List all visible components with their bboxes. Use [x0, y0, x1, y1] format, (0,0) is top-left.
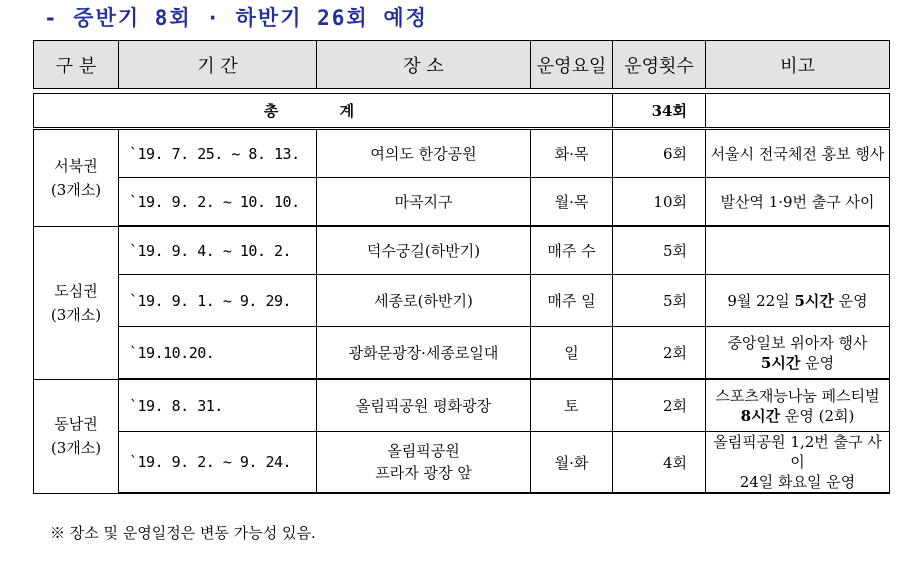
place-cell — [317, 129, 531, 178]
note-cell — [706, 432, 890, 494]
place-line: 덕수궁길(하반기) — [366, 241, 481, 260]
count-cell: 4회 — [613, 432, 706, 494]
note-text: 운영 (2회) — [780, 406, 855, 425]
region-name: 서북권 — [54, 156, 98, 175]
header-category: 구 분 — [34, 41, 119, 89]
place-cell — [317, 379, 531, 432]
table-row — [34, 226, 890, 275]
table-row — [34, 327, 890, 380]
table-row — [34, 275, 890, 327]
note-text: 스포츠재능나눔 페스티벌 — [715, 386, 880, 405]
table-row — [34, 178, 890, 227]
note-text: 24일 화요일 운영 — [739, 473, 856, 491]
place-cell — [317, 432, 531, 494]
period-cell: `19. 8. 31. — [119, 379, 317, 432]
place-cell — [317, 226, 531, 275]
count-cell: 6회 — [613, 129, 706, 178]
region-cell — [34, 379, 119, 493]
period-cell: `19. 9. 4. ~ 10. 2. — [119, 226, 317, 275]
place-line: 올림픽공원 평화광장 — [355, 396, 492, 415]
total-row — [34, 94, 890, 129]
count-cell: 2회 — [613, 327, 706, 380]
table-row — [34, 129, 890, 178]
period-cell: `19. 9. 2. ~ 10. 10. — [119, 178, 317, 227]
note-text: 올림픽공원 1,2번 출구 사이 — [713, 433, 882, 471]
place-line: 여의도 한강공원 — [370, 144, 477, 163]
region-count: (3개소) — [50, 439, 102, 457]
footnote: ※ 장소 및 운영일정은 변동 가능성 있음. — [50, 524, 316, 542]
count-cell: 5회 — [613, 275, 706, 327]
header-note: 비고 — [706, 41, 890, 89]
region-count: (3개소) — [50, 180, 102, 199]
count-cell: 2회 — [613, 379, 706, 432]
period-cell: `19. 9. 1. ~ 9. 29. — [119, 275, 317, 327]
note-text: 운영 — [833, 291, 868, 310]
day-cell: 일 — [531, 327, 613, 380]
place-cell — [317, 327, 531, 380]
note-emphasis: 8시간 — [740, 406, 781, 425]
note-cell — [706, 226, 890, 275]
header-day: 운영요일 — [531, 41, 613, 89]
place-line: 마곡지구 — [394, 192, 453, 211]
period-cell: `19.10.20. — [119, 327, 317, 380]
place-cell — [317, 178, 531, 227]
region-cell — [34, 226, 119, 379]
section-title: - 중반기 8회 · 하반기 26회 예정 — [44, 6, 428, 30]
note-text: 중앙일보 위아자 행사 — [727, 333, 868, 352]
day-cell: 매주 수 — [531, 226, 613, 275]
day-cell: 매주 일 — [531, 275, 613, 327]
note-cell — [706, 327, 890, 380]
day-cell: 월·화 — [531, 432, 613, 494]
day-cell: 화·목 — [531, 129, 613, 178]
day-cell: 월·목 — [531, 178, 613, 227]
total-label: 총 계 — [34, 94, 613, 129]
header-place: 장 소 — [317, 41, 531, 89]
count-cell: 10회 — [613, 178, 706, 227]
table-header-row — [34, 41, 890, 89]
header-period: 기 간 — [119, 41, 317, 89]
place-cell — [317, 275, 531, 327]
total-note — [706, 94, 890, 129]
note-cell — [706, 129, 890, 178]
header-count: 운영횟수 — [613, 41, 706, 89]
note-cell — [706, 275, 890, 327]
day-cell: 토 — [531, 379, 613, 432]
table-row — [34, 379, 890, 432]
note-emphasis: 5시간 — [794, 291, 834, 310]
period-cell: `19. 7. 25. ~ 8. 13. — [119, 129, 317, 178]
region-count: (3개소) — [50, 305, 102, 324]
note-cell — [706, 178, 890, 227]
note-text: 발산역 1·9번 출구 사이 — [720, 192, 875, 211]
region-name: 동남권 — [54, 415, 98, 433]
region-cell — [34, 129, 119, 227]
count-cell: 5회 — [613, 226, 706, 275]
region-name: 도심권 — [54, 281, 98, 300]
note-text: 운영 — [800, 353, 835, 372]
note-text: 9월 22일 — [727, 291, 795, 310]
place-line: 세종로(하반기) — [374, 291, 473, 310]
schedule-table — [33, 40, 890, 494]
place-line: 광화문광장·세종로일대 — [348, 343, 499, 362]
note-emphasis: 5시간 — [760, 353, 801, 372]
note-text: 서울시 전국체전 홍보 행사 — [710, 144, 885, 163]
total-count: 34회 — [613, 94, 706, 129]
table-row — [34, 432, 890, 494]
place-line: 올림픽공원 — [387, 442, 460, 460]
period-cell: `19. 9. 2. ~ 9. 24. — [119, 432, 317, 494]
place-line: 프라자 광장 앞 — [375, 464, 472, 482]
note-cell — [706, 379, 890, 432]
